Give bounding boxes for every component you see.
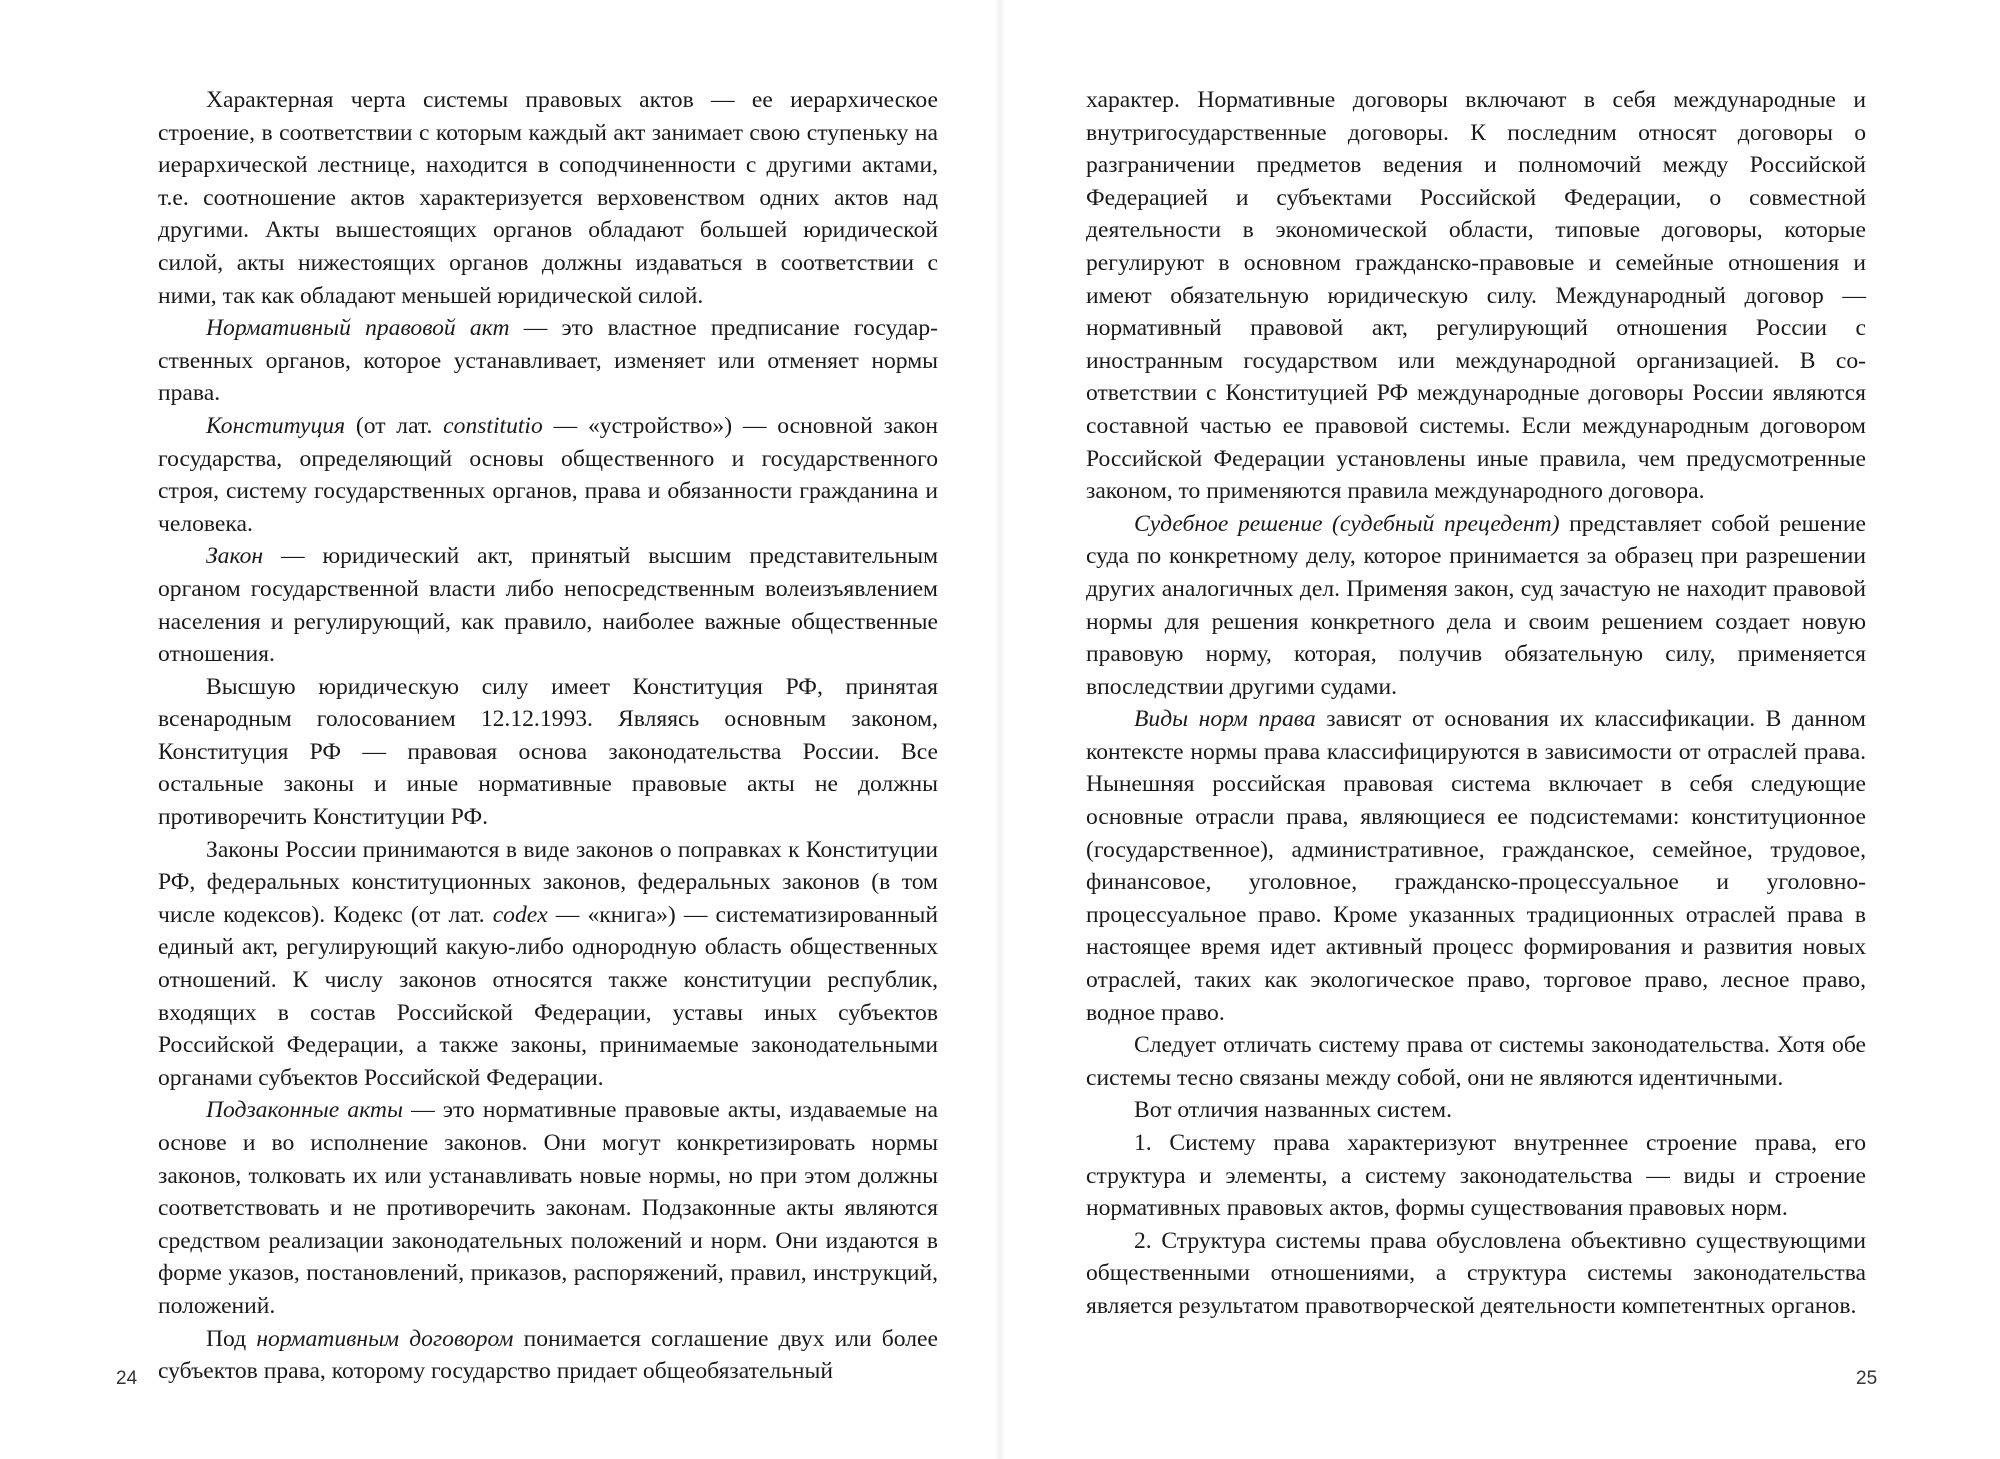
paragraph <box>158 1323 938 1388</box>
paragraph <box>1086 508 1866 704</box>
text-segment: представляет собой решение суда по конкретному делу, которое принимается за образец при разрешении других аналогичных дел. Применяя закон, суд зачастую не находит правовой нормы для решения конкретного дела и своим решением создает новую правовую норму, которая, получив обязательную силу, применяется впоследствии другими судами. <box>1086 510 1866 700</box>
paragraph <box>1086 1225 1866 1323</box>
italic-term: Нормативный правовой акт <box>206 315 510 342</box>
page-number-left: 24 <box>116 1368 138 1389</box>
right-page-text <box>1086 84 1866 1323</box>
paragraph <box>158 540 938 670</box>
text-segment: — это нормативные правовые акты, издаваемые на основе и во исполнение законов. Они могут конкретизировать нормы законов, толковать их или устанавливать новые нормы, но при этом должны соответствовать и не противоречить законам. Подзаконные акты являются средством реализации законодательных положений и норм. Они издаются в форме указов, постановлений, приказов, распоряжений, правил, инструкций, положений. <box>158 1097 938 1319</box>
italic-term: Виды норм права <box>1134 706 1316 733</box>
text-segment: — это властное предписание государственных органов, которое устанавливает, изменяет или отменяет нормы права. <box>158 315 938 407</box>
right-page <box>1000 0 2000 1459</box>
left-page-text <box>158 84 938 1388</box>
paragraph <box>158 84 938 312</box>
text-segment: Вот отличия названных систем. <box>1134 1097 1452 1124</box>
text-segment: понимается соглашение двух или более субъектов права, которому государство придает общеобязательный <box>158 1325 939 1385</box>
italic-term: Подзаконные акты <box>206 1097 403 1124</box>
text-segment: Под <box>206 1325 257 1352</box>
text-segment: характер. Нормативные договоры включают в себя международные и внутригосударственные договоры. К последним относят договоры о разграничении предметов ведения и полномочий между Российской Федерацией и субъектами Российской Федерации, о совместной деятельности в экономической области, типовые договоры, которые регулируют в основном гражданско-правовые и семейные отношения и имеют обязательную юридическую силу. Международный договор — нормативный правовой акт, регулирующий отношения России с иностранным государством или международной организацией. В соответствии с Конституцией РФ международные договоры России являются составной частью ее правовой системы. Если международным договором Российской Федерации установлены иные правила, чем предусмотренные законом, то применяются правила международного договора. <box>1086 87 1866 505</box>
italic-term: codex <box>492 901 548 928</box>
italic-term: Закон <box>206 543 264 570</box>
text-segment: 1. Систему права характеризуют внутреннее строение права, его структура и элементы, а систему законодательства — виды и строение нормативных правовых актов, формы существования правовых норм. <box>1086 1130 1866 1222</box>
italic-term: Конституция <box>206 412 346 439</box>
paragraph <box>158 312 938 410</box>
text-segment: Характерная черта системы правовых актов — ее иерархическое строение, в соответствии с которым каждый акт занимает свою ступеньку на иерархической лестнице, находится в соподчиненности с другими актами, т.е. соотношение актов характеризуется верховенством одних актов над другими. Акты вышестоящих органов обладают большей юридической силой, акты нижестоящих органов должны издаваться в соответствии с ними, так как обладают меньшей юридической силой. <box>158 87 938 309</box>
paragraph <box>1086 1127 1866 1225</box>
text-segment: — юридический акт, принятый высшим представительным органом государственной власти либо непосредственным волеизъявлением населения и регулирующий, как правило, наиболее важные общественные отношения. <box>158 543 938 668</box>
text-segment: Законы России принимаются в виде законов о поправках к Конституции РФ, федеральных конституционных законов, федеральных законов (в том числе кодексов). Кодекс (от лат. <box>158 836 938 928</box>
text-segment: — «книга») — систематизированный единый акт, регулирующий какую-либо однородную область общественных отношений. К числу законов относятся также конституции республик, входящих в состав Российской Федерации, уставы иных субъектов Российской Федерации, а также законы, принимаемые законодательными органами субъектов Российской Федерации. <box>158 901 939 1091</box>
page-number-right: 25 <box>1856 1368 1878 1389</box>
paragraph <box>1086 1094 1866 1127</box>
paragraph <box>158 834 938 1095</box>
paragraph <box>1086 84 1866 508</box>
italic-term: Судебное решение (судебный прецедент) <box>1134 510 1560 537</box>
text-segment: Высшую юридическую силу имеет Конституция РФ, принятая всенародным голосованием 12.12.1993. Являясь основным законом, Конституция РФ — правовая основа законодательства России. Все остальные законы и иные нормативные правовые акты не должны противоречить Конституции РФ. <box>158 673 938 831</box>
paragraph <box>158 671 938 834</box>
italic-term: нормативным договором <box>256 1325 514 1352</box>
text-segment: Следует отличать систему права от системы законодательства. Хотя обе системы тесно связаны между собой, они не являются идентичными. <box>1086 1032 1866 1091</box>
text-segment: 2. Структура системы права обусловлена объективно существующими общественными отношениями, а структура системы законодательства является результатом правотворческой деятельности компетентных органов. <box>1086 1227 1866 1319</box>
paragraph <box>1086 703 1866 1029</box>
paragraph <box>158 410 938 540</box>
text-segment: (от лат. <box>345 412 444 439</box>
paragraph <box>158 1094 938 1322</box>
paragraph <box>1086 1029 1866 1094</box>
italic-term: constitutio <box>443 412 543 439</box>
text-segment: зависят от основания их классификации. В данном контексте нормы права классифицируются в зависимости от отраслей права. Нынешняя российская правовая система включает в себя следующие основные отрасли права, являющиеся ее подсистемами: конституционное (государственное), административное, гражданское, семейное, трудовое, финансовое, уголовное, гражданско-процессуальное и уголовно-процессуальное право. Кроме указанных традиционных отраслей права в настоящее время идет активный процесс формирования и развития новых отраслей, таких как экологическое право, торговое право, лесное право, водное право. <box>1086 706 1866 1026</box>
text-segment: — «устройство») — основной закон государства, определяющий основы общественного и государственного строя, систему государственных органов, права и обязанности гражданина и человека. <box>158 412 938 537</box>
